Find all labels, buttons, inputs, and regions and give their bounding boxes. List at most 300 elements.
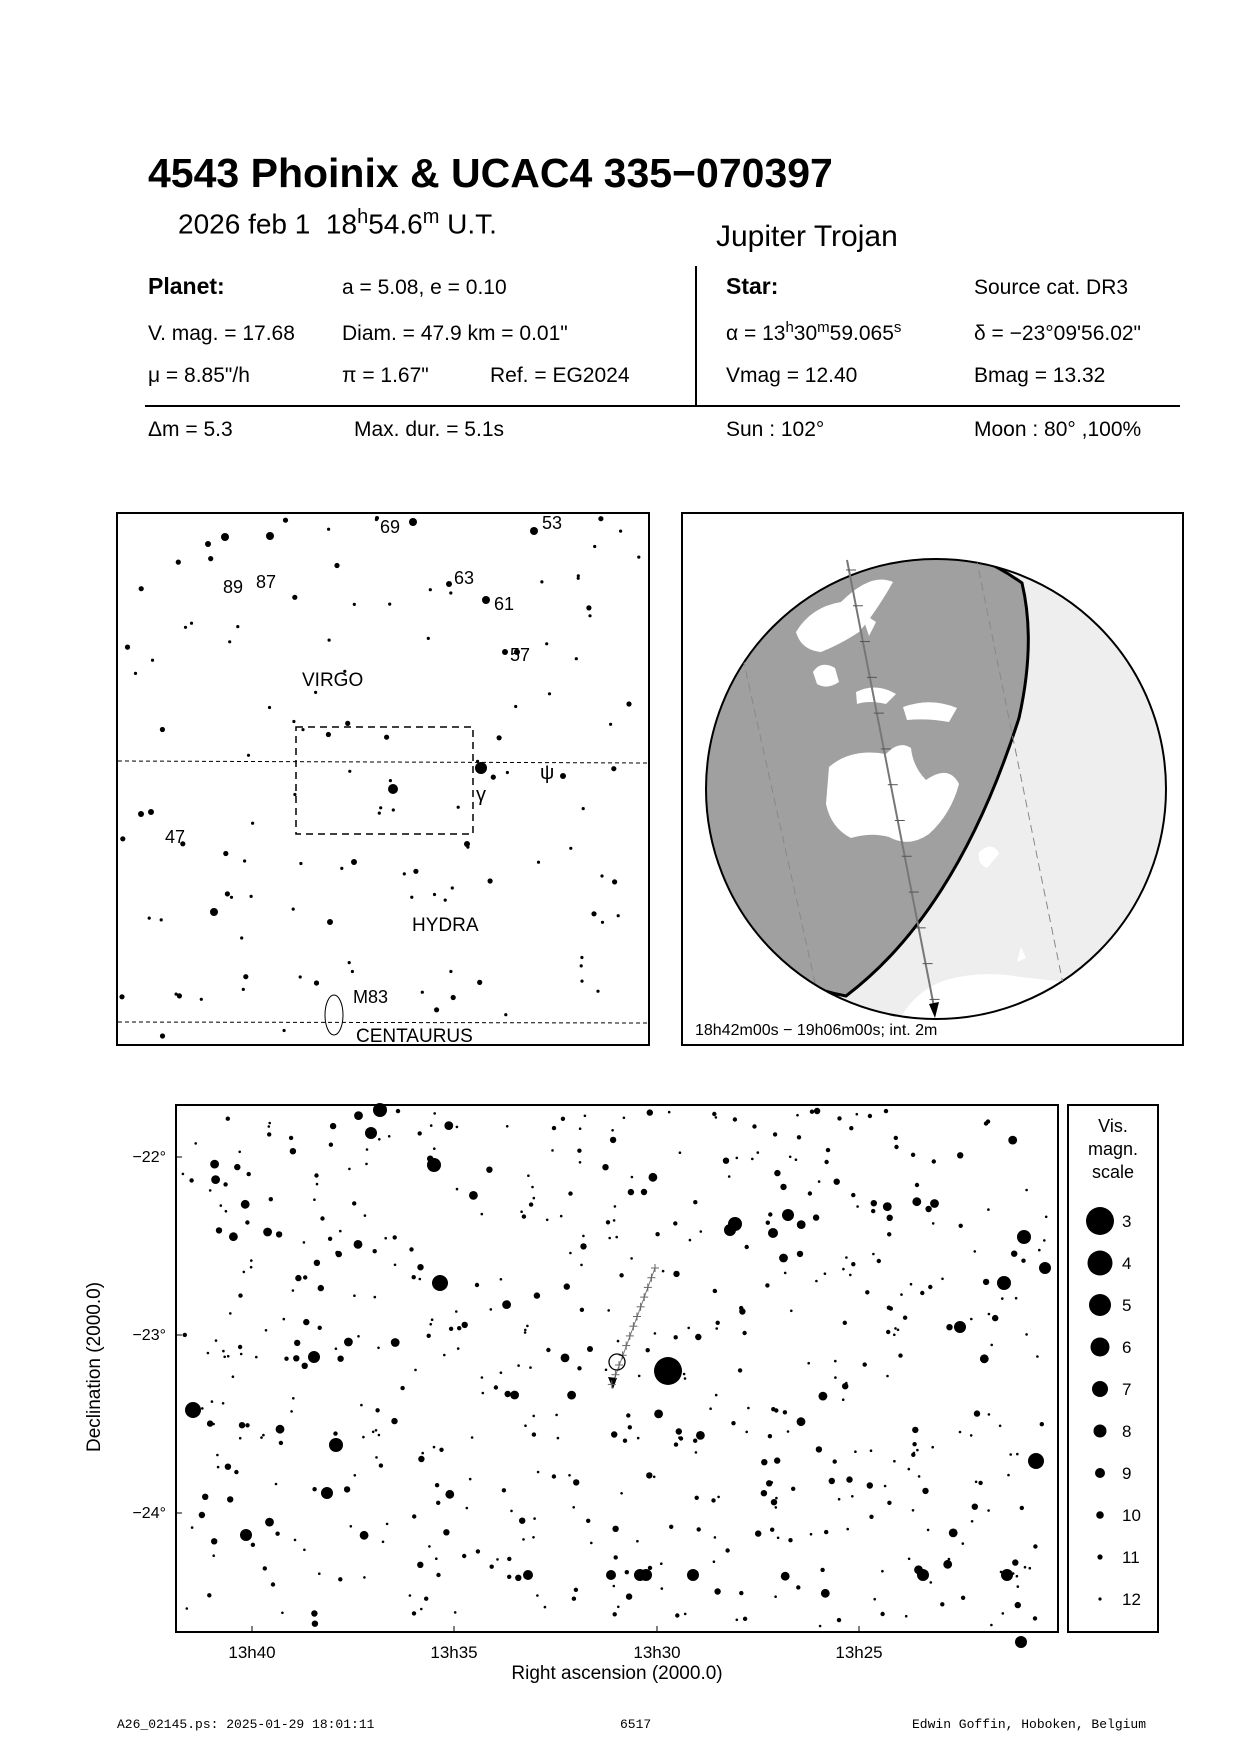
chart-star: [430, 1124, 433, 1127]
chart-star: [207, 1420, 213, 1426]
finder-star: [225, 891, 230, 896]
chart-star: [312, 1621, 318, 1627]
chart-star: [344, 1486, 350, 1492]
finder-star: [580, 956, 583, 959]
chart-star: [1015, 1602, 1021, 1608]
chart-star: [377, 1347, 380, 1350]
chart-star: [379, 1463, 383, 1467]
chart-star: [733, 1117, 737, 1121]
chart-star: [838, 1498, 841, 1501]
chart-star: [646, 1472, 652, 1478]
chart-star: [462, 1554, 466, 1558]
chart-star: [871, 1200, 877, 1206]
finder-star: [353, 603, 356, 606]
finder-star: [160, 727, 165, 732]
chart-star: [433, 1112, 436, 1115]
chart-star: [500, 1278, 503, 1281]
chart-star: [842, 1383, 848, 1389]
chart-star: [908, 1468, 911, 1471]
chart-star: [375, 1408, 379, 1412]
chart-star: [424, 1597, 428, 1601]
chart-star: [761, 1490, 767, 1496]
chart-star: [388, 1135, 391, 1138]
chart-star: [768, 1212, 772, 1216]
legend-mag-label: 8: [1122, 1422, 1132, 1441]
finder-star: [160, 918, 163, 921]
chart-star: [816, 1446, 822, 1452]
star-label: 57: [510, 645, 531, 665]
chart-star: [834, 1360, 837, 1363]
chart-star: [641, 1189, 647, 1195]
chart-star: [974, 1250, 977, 1253]
chart-star: [337, 1356, 343, 1362]
chart-star: [333, 1431, 337, 1435]
chart-star: [449, 1327, 453, 1331]
chart-star: [678, 1436, 681, 1439]
chart-star: [469, 1191, 478, 1200]
chart-star: [352, 1201, 356, 1205]
star-label: 89: [223, 577, 244, 597]
finder-star: [384, 735, 389, 740]
chart-star: [797, 1135, 801, 1139]
chart-star: [610, 1137, 616, 1143]
chart-star: [826, 1148, 830, 1152]
chart-star: [239, 1437, 242, 1440]
finder-star: [586, 605, 591, 610]
chart-star: [1033, 1616, 1037, 1620]
chart-star: [787, 1430, 790, 1433]
chart-star: [912, 1509, 915, 1512]
chart-star: [414, 1369, 417, 1372]
chart-star: [788, 1538, 792, 1542]
chart-star: [429, 1323, 432, 1326]
chart-star: [524, 1331, 527, 1334]
chart-star: [362, 1436, 365, 1439]
chart-star: [318, 1572, 321, 1575]
finder-star: [477, 980, 482, 985]
chart-star: [523, 1570, 533, 1580]
legend-dot: [1092, 1381, 1108, 1397]
chart-star: [693, 1439, 697, 1443]
finder-star: [619, 530, 622, 533]
chart-star: [757, 1151, 760, 1154]
chart-star: [568, 1191, 572, 1195]
chart-star: [533, 1517, 536, 1520]
chart-star: [775, 1506, 778, 1509]
legend-mag-label: 4: [1122, 1254, 1132, 1273]
chart-star: [507, 1575, 511, 1579]
finder-star: [326, 732, 331, 737]
chart-star: [222, 1350, 225, 1353]
finder-star: [609, 723, 612, 726]
chart-star: [777, 1537, 780, 1540]
chart-star: [930, 1199, 939, 1208]
chart-star: [669, 1525, 673, 1529]
chart-star: [211, 1538, 217, 1544]
chart-star: [869, 1515, 873, 1519]
finder-star: [612, 879, 617, 884]
chart-star: [210, 1160, 219, 1169]
chart-star: [931, 1446, 934, 1449]
finder-star: [514, 705, 517, 708]
finder-star: [221, 533, 229, 541]
chart-star: [766, 1221, 770, 1225]
chart-star: [717, 1496, 720, 1499]
chart-star: [810, 1110, 814, 1114]
chart-star: [1008, 1136, 1017, 1145]
chart-star: [849, 1274, 852, 1277]
chart-star: [773, 1132, 777, 1136]
finder-star: [328, 639, 331, 642]
chart-star: [372, 1431, 375, 1434]
chart-star: [990, 1344, 993, 1347]
chart-star: [295, 1275, 301, 1281]
chart-star: [941, 1278, 944, 1281]
chart-star: [202, 1494, 208, 1500]
legend-mag-label: 9: [1122, 1464, 1132, 1483]
chart-star: [227, 1355, 230, 1358]
chart-star: [873, 1598, 876, 1601]
planet-vmag: V. mag. = 17.68: [148, 322, 295, 345]
chart-star: [1002, 1612, 1005, 1615]
finder-star: [617, 914, 620, 917]
finder-star: [175, 993, 178, 996]
chart-star: [606, 1570, 616, 1580]
star-label: 63: [454, 568, 475, 588]
chart-star: [820, 1568, 824, 1572]
chart-star: [544, 1606, 547, 1609]
finder-star: [125, 645, 130, 650]
chart-star: [697, 1527, 701, 1531]
chart-star: [613, 1612, 617, 1616]
chart-star: [529, 1202, 533, 1206]
chart-star: [354, 1240, 363, 1249]
chart-star: [1009, 1453, 1012, 1456]
chart-star: [339, 1230, 342, 1233]
chart-star: [997, 1276, 1011, 1290]
finder-star: [601, 921, 604, 924]
chart-star: [348, 1168, 351, 1171]
constellation-hydra: HYDRA: [412, 915, 479, 936]
chart-star: [572, 1506, 575, 1509]
chart-star: [1045, 1216, 1048, 1219]
chart-star: [316, 1183, 319, 1186]
finder-star: [580, 980, 583, 983]
chart-star: [696, 1431, 705, 1440]
x-tick-label: 13h25: [835, 1643, 883, 1662]
chart-star: [631, 1176, 634, 1179]
constellation-centaurus: CENTAURUS: [356, 1026, 473, 1047]
chart-star: [312, 1487, 316, 1491]
chart-star: [908, 1558, 911, 1561]
star-ra: $\alpha = 13^h30^m59.065^s$: [726, 319, 902, 345]
chart-star: [564, 1283, 570, 1289]
chart-star: [292, 1289, 295, 1292]
chart-star: [926, 1572, 929, 1575]
chart-star: [714, 1536, 717, 1539]
legend-dot: [1086, 1207, 1114, 1235]
chart-star: [970, 1434, 973, 1437]
chart-star: [1024, 1566, 1027, 1569]
chart-star: [527, 1174, 530, 1177]
finder-star: [251, 822, 254, 825]
chart-star: [783, 1410, 787, 1414]
chart-star: [393, 1235, 397, 1239]
finder-star: [389, 779, 392, 782]
chart-star: [715, 1394, 718, 1397]
chart-star: [384, 1237, 387, 1240]
chart-star: [577, 1366, 581, 1370]
chart-star: [813, 1214, 819, 1220]
chart-star: [412, 1611, 416, 1615]
chart-star: [893, 1460, 896, 1463]
chart-star: [529, 1366, 532, 1369]
chart-star: [611, 1129, 614, 1132]
chart-star: [795, 1158, 798, 1161]
finder-star: [451, 886, 454, 889]
chart-star: [654, 1357, 682, 1385]
chart-star: [808, 1191, 812, 1195]
chart-star: [189, 1178, 193, 1182]
legend-dot: [1098, 1597, 1101, 1600]
finder-star: [626, 701, 631, 706]
chart-star: [1007, 1474, 1010, 1477]
star-bmag: Bmag = 13.32: [974, 364, 1106, 387]
finder-star: [283, 1029, 286, 1032]
chart-star: [579, 1161, 582, 1164]
chart-star: [887, 1232, 891, 1236]
chart-star: [318, 1285, 324, 1291]
chart-star: [725, 1548, 729, 1552]
chart-star: [418, 1131, 422, 1135]
chart-star: [572, 1597, 576, 1601]
chart-star: [318, 1326, 322, 1330]
chart-star: [375, 1429, 378, 1432]
chart-star: [837, 1116, 841, 1120]
chart-star: [510, 1510, 513, 1513]
constellation-virgo: VIRGO: [302, 670, 364, 691]
finder-star: [119, 994, 124, 999]
chart-star: [366, 1148, 369, 1151]
chart-star: [482, 1392, 485, 1395]
finder-star: [292, 908, 295, 911]
chart-star: [328, 1237, 332, 1241]
chart-star: [863, 1362, 867, 1366]
finder-star: [569, 847, 572, 850]
chart-star: [567, 1391, 576, 1400]
chart-star: [790, 1310, 793, 1313]
chart-star: [1001, 1569, 1013, 1581]
chart-star: [216, 1454, 219, 1457]
chart-star: [695, 1451, 698, 1454]
chart-star: [475, 1283, 479, 1287]
chart-star: [275, 1483, 278, 1486]
chart-star: [217, 1466, 220, 1469]
chart-star: [771, 1481, 774, 1484]
chart-star: [810, 1533, 813, 1536]
chart-star: [183, 1333, 187, 1337]
chart-star: [884, 1109, 888, 1113]
chart-star: [533, 1197, 536, 1200]
chart-star: [634, 1569, 646, 1581]
chart-star: [216, 1227, 222, 1233]
chart-star: [229, 1232, 238, 1241]
finder-star: [540, 580, 543, 583]
chart-star: [912, 1427, 918, 1433]
chart-star: [1028, 1453, 1044, 1469]
globe-map: [681, 512, 1186, 1048]
chart-star: [335, 1251, 339, 1255]
chart-star: [774, 1595, 777, 1598]
chart-star: [625, 1570, 629, 1574]
finder-star: [427, 637, 430, 640]
chart-star: [240, 1353, 243, 1356]
chart-star: [433, 1147, 436, 1150]
chart-star: [920, 1291, 924, 1295]
chart-star: [223, 1356, 226, 1359]
planet-header: Planet:: [148, 273, 225, 299]
finder-star: [190, 622, 193, 625]
chart-star: [243, 1271, 246, 1274]
star-label: 53: [542, 513, 563, 533]
chart-star: [954, 1321, 966, 1333]
chart-star: [780, 1184, 786, 1190]
chart-star: [687, 1569, 699, 1581]
chart-star: [234, 1164, 240, 1170]
chart-star: [845, 1256, 848, 1259]
chart-star: [613, 1585, 616, 1588]
chart-star: [1021, 1259, 1025, 1263]
chart-star: [957, 1152, 963, 1158]
legend-dot: [1094, 1425, 1107, 1438]
chart-star: [884, 1485, 887, 1488]
finder-star: [283, 518, 288, 523]
star-label: 87: [256, 572, 277, 592]
chart-star: [590, 1542, 593, 1545]
chart-star: [432, 1275, 448, 1291]
chart-star: [898, 1353, 902, 1357]
chart-star: [260, 1436, 263, 1439]
footer-page: 6517: [620, 1717, 652, 1732]
chart-star: [580, 1308, 584, 1312]
finder-star: [240, 936, 243, 939]
chart-star: [365, 1163, 368, 1166]
chart-star: [1011, 1251, 1017, 1257]
finder-star: [388, 603, 391, 606]
chart-star: [814, 1108, 820, 1114]
chart-star: [238, 1345, 242, 1349]
chart-star: [903, 1316, 907, 1320]
finder-star: [160, 1033, 165, 1038]
chart-star: [532, 1415, 535, 1418]
finder-star: [351, 859, 357, 865]
chart-star: [417, 1264, 423, 1270]
max-duration: Max. dur. = 5.1s: [354, 418, 504, 441]
chart-star: [662, 1270, 665, 1273]
finder-star: [591, 911, 596, 916]
chart-star: [695, 1496, 699, 1500]
chart-star: [886, 1375, 889, 1378]
chart-star: [877, 1259, 881, 1263]
chart-star: [526, 1325, 529, 1328]
chart-star: [506, 1125, 509, 1128]
chart-star: [660, 1562, 663, 1565]
chart-star: [606, 1220, 610, 1224]
finder-star: [327, 528, 330, 531]
chart-star: [182, 1173, 185, 1176]
chart-star: [456, 1188, 459, 1191]
finder-star: [293, 793, 296, 796]
legend-mag-label: 11: [1122, 1548, 1140, 1567]
chart-star: [655, 1232, 659, 1236]
chart-star: [431, 1318, 434, 1321]
finder-star: [433, 893, 436, 896]
legend-title: magn.: [1087, 1139, 1139, 1159]
chart-star: [674, 1335, 678, 1339]
chart-star: [505, 1391, 511, 1397]
chart-star: [522, 1214, 526, 1218]
chart-star: [761, 1459, 767, 1465]
chart-star: [742, 1331, 746, 1335]
chart-star: [1016, 1453, 1019, 1456]
chart-star: [225, 1210, 228, 1213]
chart-star: [546, 1219, 549, 1222]
planet-orbit: a = 5.08, e = 0.10: [342, 276, 507, 299]
chart-star: [456, 1126, 459, 1129]
chart-star: [676, 1428, 682, 1434]
chart-star: [684, 1377, 687, 1380]
chart-star: [1017, 1230, 1031, 1244]
finder-star: [457, 806, 460, 809]
chart-star: [712, 1112, 716, 1116]
chart-star: [531, 1186, 534, 1189]
chart-star: [911, 1453, 915, 1457]
chart-star: [797, 1220, 806, 1229]
finder-star: [545, 642, 548, 645]
chart-star: [974, 1410, 980, 1416]
chart-star: [232, 1375, 235, 1378]
chart-star: [354, 1474, 357, 1477]
finder-star: [314, 691, 317, 694]
chart-star: [796, 1114, 799, 1117]
finder-star: [148, 917, 151, 920]
chart-star: [201, 1407, 204, 1410]
event-datetime: 2026 feb 1 18$^h$54.6$^m$ U.T.: [178, 206, 497, 240]
chart-star: [418, 1456, 424, 1462]
chart-star: [959, 1224, 963, 1228]
chart-star: [265, 1518, 274, 1527]
chart-star: [910, 1283, 913, 1286]
chart-star: [765, 1283, 769, 1287]
chart-star: [987, 1509, 990, 1512]
finder-star: [138, 811, 144, 817]
chart-star: [715, 1327, 718, 1330]
chart-star: [943, 1560, 952, 1569]
chart-star: [833, 1459, 837, 1463]
chart-star: [842, 1268, 845, 1271]
legend-dot: [1095, 1468, 1105, 1478]
chart-star: [1015, 1297, 1018, 1300]
chart-star: [238, 1293, 242, 1297]
finder-star: [504, 1013, 507, 1016]
finder-star: [375, 518, 378, 521]
finder-star: [184, 626, 187, 629]
chart-star: [519, 1518, 525, 1524]
chart-star: [751, 1158, 754, 1161]
chart-star: [211, 1400, 214, 1403]
finder-star: [268, 706, 271, 709]
chart-star: [276, 1425, 285, 1434]
